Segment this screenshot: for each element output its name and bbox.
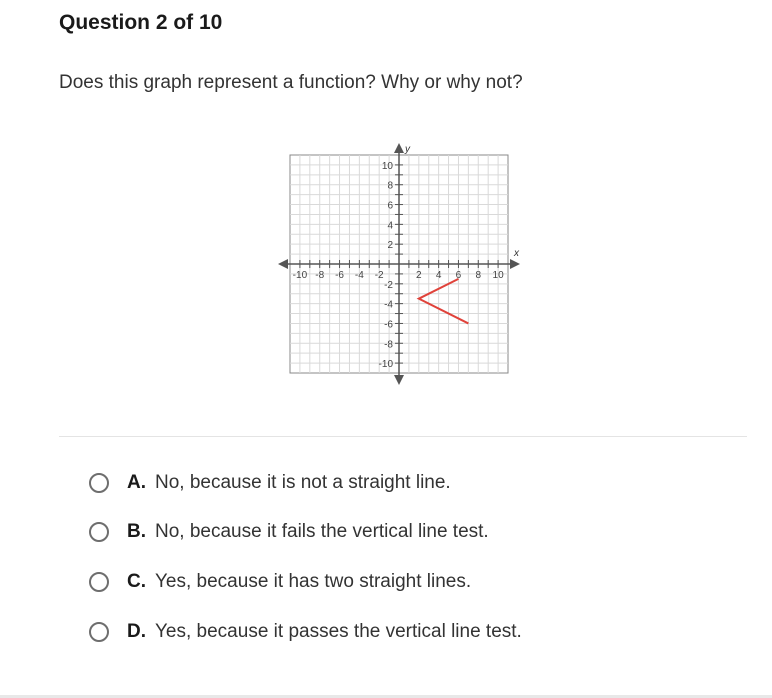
choice-d[interactable] bbox=[89, 615, 689, 649]
x-tick-label: -4 bbox=[354, 270, 364, 281]
y-tick-label: -2 bbox=[384, 279, 393, 291]
x-axis-arrow-right bbox=[510, 259, 520, 269]
x-tick-label: 10 bbox=[492, 270, 504, 281]
radio-icon[interactable] bbox=[89, 622, 109, 642]
question-counter: Question 2 of 10 bbox=[59, 11, 223, 34]
y-tick-label: 8 bbox=[387, 180, 393, 192]
x-tick-label: -2 bbox=[374, 270, 384, 281]
x-tick-label: 6 bbox=[455, 270, 462, 281]
choice-text: No, because it is not a straight line. bbox=[155, 472, 451, 493]
x-tick-label: -8 bbox=[315, 270, 325, 281]
y-tick-label: -8 bbox=[384, 339, 393, 351]
question-prompt: Does this graph represent a function? Why or why not? bbox=[59, 72, 523, 93]
choice-text: Yes, because it passes the vertical line test. bbox=[155, 621, 522, 642]
choice-letter: B. bbox=[127, 521, 146, 542]
y-tick-label: 2 bbox=[387, 240, 393, 252]
choice-a[interactable] bbox=[89, 466, 689, 500]
y-axis-arrow-up bbox=[394, 143, 404, 153]
x-tick-label: -6 bbox=[335, 270, 344, 281]
x-tick-label: 4 bbox=[435, 270, 442, 281]
x-tick-label: 8 bbox=[475, 270, 482, 281]
x-tick-label: 2 bbox=[416, 270, 422, 281]
y-tick-label: -6 bbox=[384, 319, 393, 331]
radio-icon[interactable] bbox=[89, 473, 109, 493]
graph-svg bbox=[272, 138, 528, 390]
y-tick-label: 10 bbox=[381, 160, 393, 172]
y-axis-label: y bbox=[405, 144, 410, 155]
choice-b[interactable] bbox=[89, 515, 689, 549]
y-tick-label: -4 bbox=[384, 299, 393, 311]
coordinate-graph bbox=[272, 138, 528, 390]
radio-icon[interactable] bbox=[89, 522, 109, 542]
choice-letter: C. bbox=[127, 571, 146, 592]
choice-text: Yes, because it has two straight lines. bbox=[155, 571, 472, 592]
y-axis-arrow-down bbox=[394, 375, 404, 385]
choice-letter: A. bbox=[127, 472, 146, 493]
choice-text: No, because it fails the vertical line test. bbox=[155, 521, 489, 542]
y-tick-label: 4 bbox=[387, 220, 393, 232]
y-tick-label: -10 bbox=[378, 359, 393, 371]
x-tick-label: -10 bbox=[292, 270, 308, 281]
section-divider bbox=[59, 436, 747, 437]
radio-icon[interactable] bbox=[89, 572, 109, 592]
choice-c[interactable] bbox=[89, 565, 689, 599]
x-axis-arrow-left bbox=[278, 259, 288, 269]
x-axis-label: x bbox=[514, 248, 519, 259]
y-tick-label: 6 bbox=[387, 200, 393, 212]
choice-letter: D. bbox=[127, 621, 146, 642]
